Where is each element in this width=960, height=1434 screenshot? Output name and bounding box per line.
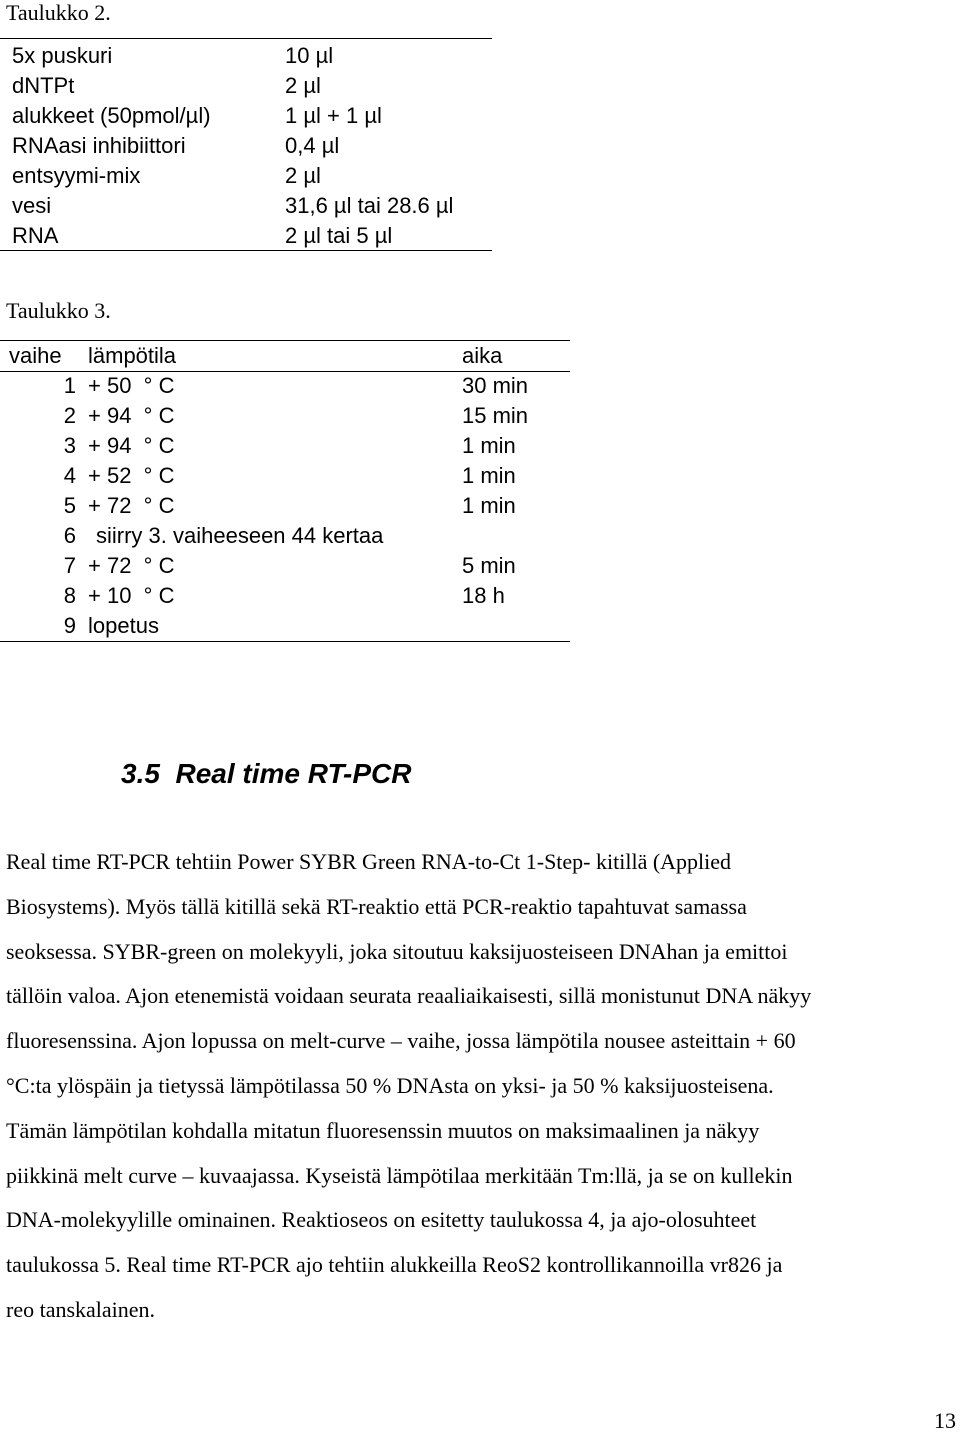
step-number: 2 bbox=[63, 403, 76, 428]
table2-amount: 2 µl bbox=[285, 163, 321, 188]
table-row bbox=[0, 611, 570, 641]
body-line: tällöin valoa. Ajon etenemistä voidaan seurata reaaliaikaisesti, sillä monistunut DNA näkyy bbox=[6, 983, 812, 1009]
table2-item: entsyymi-mix bbox=[12, 163, 141, 188]
table-row bbox=[0, 371, 570, 401]
table2-item: alukkeet (50pmol/µl) bbox=[12, 103, 211, 128]
page-number: 13 bbox=[934, 1408, 956, 1433]
table2-top-rule bbox=[0, 38, 492, 39]
table-row bbox=[0, 461, 570, 491]
table2-amount: 31,6 µl tai 28.6 µl bbox=[285, 193, 454, 218]
table-row bbox=[12, 101, 492, 131]
step-number: 8 bbox=[63, 583, 76, 608]
step-temp: + 50 ° C bbox=[88, 373, 175, 398]
step-number: 5 bbox=[63, 493, 76, 518]
body-line: reo tanskalainen. bbox=[6, 1296, 156, 1322]
table-row bbox=[12, 191, 492, 221]
table-header-row bbox=[0, 341, 570, 371]
table2 bbox=[12, 41, 492, 251]
section-body bbox=[6, 840, 960, 1333]
step-time: 30 min bbox=[462, 373, 529, 398]
table2-item: RNA bbox=[12, 223, 59, 248]
body-line: fluoresenssina. Ajon lopussa on melt-curve – vaihe, jossa lämpötila nousee asteittain + 60 bbox=[6, 1028, 796, 1054]
table-row bbox=[0, 551, 570, 581]
step-time: 15 min bbox=[462, 403, 529, 428]
step-number: 3 bbox=[63, 433, 76, 458]
step-number: 7 bbox=[63, 553, 76, 578]
table3 bbox=[0, 341, 570, 641]
body-line: Real time RT-PCR tehtiin Power SYBR Green RNA-to-Ct 1-Step- kitillä (Applied bbox=[6, 849, 732, 874]
step-time: 1 min bbox=[462, 493, 516, 518]
body-line: piikkinä melt curve – kuvaajassa. Kyseistä lämpötilaa merkitään Tm:llä, ja se on kullekin bbox=[6, 1162, 793, 1188]
table-row bbox=[12, 131, 492, 161]
table-row bbox=[12, 161, 492, 191]
step-temp: + 52 ° C bbox=[88, 463, 175, 488]
table2-item: RNAasi inhibiittori bbox=[12, 133, 186, 158]
section-heading: 3.5 Real time RT-PCR bbox=[121, 758, 412, 789]
step-temp: lopetus bbox=[88, 613, 159, 638]
step-number: 9 bbox=[63, 613, 76, 638]
table-row bbox=[0, 491, 570, 521]
header-step: vaihe bbox=[9, 343, 62, 368]
table2-bottom-rule bbox=[0, 250, 492, 251]
step-temp: + 72 ° C bbox=[88, 553, 175, 578]
table-row bbox=[12, 71, 492, 101]
table-row bbox=[0, 401, 570, 431]
table2-caption: Taulukko 2. bbox=[6, 0, 111, 25]
table2-amount: 2 µl tai 5 µl bbox=[285, 223, 393, 248]
body-line: DNA-molekyylille ominainen. Reaktioseos on esitetty taulukossa 4, ja ajo-olosuhteet bbox=[6, 1207, 757, 1233]
header-time: aika bbox=[462, 343, 503, 368]
step-time: 1 min bbox=[462, 463, 516, 488]
step-temp: + 94 ° C bbox=[88, 433, 175, 458]
table-row bbox=[12, 41, 492, 71]
table-row bbox=[0, 431, 570, 461]
header-temp: lämpötila bbox=[88, 343, 177, 368]
table2-item: dNTPt bbox=[12, 73, 75, 98]
body-line: taulukossa 5. Real time RT-PCR ajo tehtiin alukkeilla ReoS2 kontrollikannoilla vr826 ja bbox=[6, 1252, 783, 1278]
table2-amount: 0,4 µl bbox=[285, 133, 340, 158]
table2-item: 5x puskuri bbox=[12, 43, 113, 68]
table2-amount: 10 µl bbox=[285, 43, 334, 68]
table-row bbox=[0, 581, 570, 611]
step-temp: + 10 ° C bbox=[88, 583, 175, 608]
step-temp: + 72 ° C bbox=[88, 493, 175, 518]
body-line: Tämän lämpötilan kohdalla mitatun fluoresenssin muutos on maksimaalinen ja näkyy bbox=[6, 1117, 760, 1143]
table2-amount: 1 µl + 1 µl bbox=[285, 103, 382, 128]
step-number: 6 bbox=[63, 523, 76, 548]
table3-bottom-rule bbox=[0, 641, 570, 642]
table-row bbox=[0, 521, 570, 551]
table2-item: vesi bbox=[12, 193, 52, 218]
step-temp: siirry 3. vaiheeseen 44 kertaa bbox=[96, 523, 384, 548]
table-row bbox=[12, 221, 492, 251]
step-number: 4 bbox=[63, 463, 76, 488]
body-line: Biosystems). Myös tällä kitillä sekä RT-reaktio että PCR-reaktio tapahtuvat samassa bbox=[6, 893, 747, 919]
step-time: 5 min bbox=[462, 553, 516, 578]
step-time: 18 h bbox=[462, 583, 505, 608]
body-line: °C:ta ylöspäin ja tietyssä lämpötilassa 50 % DNAsta on yksi- ja 50 % kaksijuosteisena. bbox=[6, 1072, 774, 1098]
table2-amount: 2 µl bbox=[285, 73, 321, 98]
step-time: 1 min bbox=[462, 433, 516, 458]
body-line: seoksessa. SYBR-green on molekyyli, joka sitoutuu kaksijuosteiseen DNAhan ja emittoi bbox=[6, 938, 788, 964]
step-temp: + 94 ° C bbox=[88, 403, 175, 428]
table3-caption: Taulukko 3. bbox=[6, 298, 111, 323]
step-number: 1 bbox=[63, 373, 76, 398]
